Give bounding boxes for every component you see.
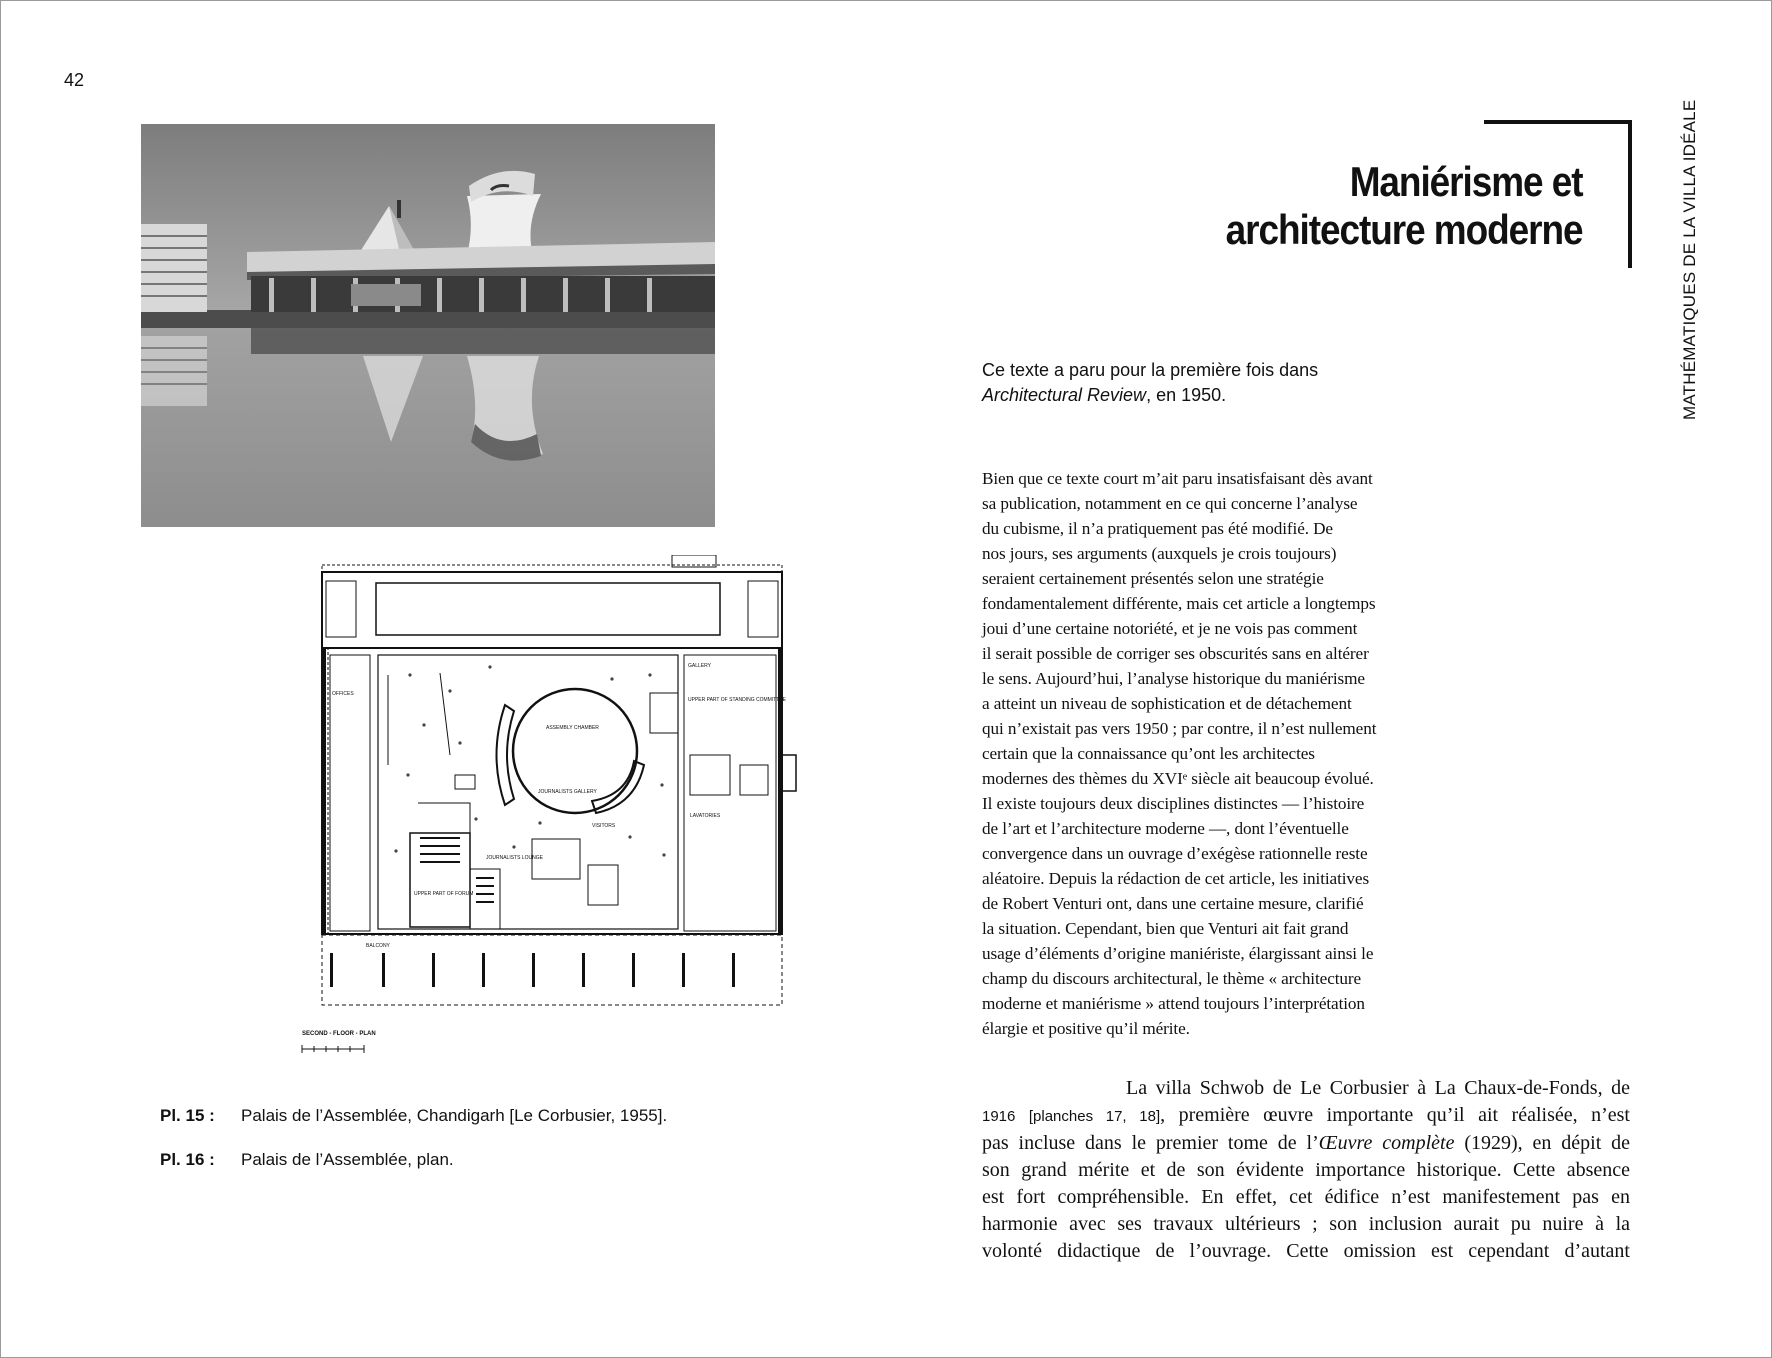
- body-line: son grand mérite et de son évidente importance historique. Cette absence: [982, 1159, 1630, 1181]
- intro-line: fondamentalement différente, mais cet article a longtemps: [982, 594, 1376, 613]
- oeuvre-title: Œuvre complète: [1318, 1132, 1455, 1154]
- plan-label-journalists-gallery: JOURNALISTS GALLERY: [538, 789, 597, 795]
- intro-line: il serait possible de corriger ses obscurités sans en altérer: [982, 644, 1369, 663]
- intro-line: champ du discours architectural, le thème « architecture: [982, 969, 1362, 988]
- intro-line: certain que la connaissance qu’ont les architectes: [982, 744, 1315, 763]
- body-line: volonté didactique de l’ouvrage. Cette omission est cependant d’autant: [982, 1240, 1630, 1262]
- intro-line: seraient certainement présentés selon une stratégie: [982, 569, 1324, 588]
- intro-line: convergence dans un ouvrage d’exégèse rationnelle reste: [982, 844, 1368, 863]
- intro-line: aléatoire. Depuis la rédaction de cet article, les initiatives: [982, 869, 1370, 888]
- intro-line: du cubisme, il n’a pratiquement pas été modifié. De: [982, 519, 1333, 538]
- caption-text: Palais de l’Assemblée, plan.: [241, 1150, 454, 1169]
- caption-label: Pl. 16 :: [160, 1150, 215, 1169]
- plan-label-lavatories: LAVATORIES: [690, 813, 721, 819]
- plan-label-assembly: ASSEMBLY CHAMBER: [546, 725, 599, 731]
- body-text: [982, 1075, 1630, 1265]
- source-note-rest: , en 1950.: [1146, 385, 1227, 405]
- plan-label-offices: OFFICES: [332, 691, 354, 697]
- intro-line: modernes des thèmes du XVIᵉ siècle ait beaucoup évolué.: [982, 769, 1374, 788]
- source-note-line: Ce texte a paru pour la première fois dans: [982, 360, 1319, 380]
- intro-line: Bien que ce texte court m’ait paru insatisfaisant dès avant: [982, 469, 1373, 488]
- body-line-rest: , première œuvre importante qu’il ait réalisée, n’est: [1160, 1104, 1630, 1126]
- journal-title: Architectural Review: [982, 385, 1147, 405]
- plan-label-balcony: BALCONY: [366, 943, 390, 949]
- plan-label-standing-committee: UPPER PART OF STANDING COMMITTEE: [688, 697, 786, 703]
- intro-line: le sens. Aujourd’hui, l’analyse historique du maniérisme: [982, 669, 1365, 688]
- intro-line: usage d’éléments d’origine maniériste, élargissant ainsi le: [982, 944, 1374, 963]
- assembly-photo: [141, 124, 715, 527]
- plan-label-journalists-lounge: JOURNALISTS LOUNGE: [486, 855, 543, 861]
- intro-line: Il existe toujours deux disciplines distinctes — l’histoire: [982, 794, 1365, 813]
- assembly-floor-plan: [300, 555, 800, 1060]
- body-line-start: pas incluse dans le premier tome de l’: [982, 1132, 1319, 1154]
- source-note: [982, 358, 1318, 408]
- plan-label-visitors: VISITORS: [592, 823, 616, 829]
- intro-line: la situation. Cependant, bien que Venturi ait fait grand: [982, 919, 1349, 938]
- intro-line: joui d’une certaine notoriété, et je ne vois pas comment: [982, 619, 1358, 638]
- intro-line: de Robert Venturi ont, dans une certaine mesure, clarifié: [982, 894, 1364, 913]
- intro-note: [982, 466, 1417, 1041]
- running-head-text: MATHÉMATIQUES DE LA VILLA IDÉALE: [1680, 99, 1699, 420]
- source-note-line: [982, 383, 1318, 408]
- intro-line: a atteint un niveau de sophistication et de détachement: [982, 694, 1352, 713]
- caption-plate-15: [160, 1106, 667, 1126]
- body-line-end: (1929), en dépit de: [1454, 1132, 1630, 1154]
- intro-line: nos jours, ses arguments (auxquels je crois toujours): [982, 544, 1337, 563]
- body-line: La villa Schwob de Le Corbusier à La Chaux-de-Fonds, de: [1126, 1077, 1630, 1099]
- body-line: est fort compréhensible. En effet, cet édifice n’est manifestement pas en: [982, 1186, 1630, 1208]
- year-1916: 1916: [982, 1108, 1016, 1125]
- chapter-title-line: architecture moderne: [1225, 206, 1582, 253]
- running-head: [1680, 90, 1710, 420]
- intro-line: moderne et maniérisme » attend toujours l’interprétation: [982, 994, 1365, 1013]
- plan-label-upper-hall: UPPER PART OF FORUM: [414, 891, 474, 897]
- caption-text: Palais de l’Assemblée, Chandigarh [Le Corbusier, 1955].: [241, 1106, 668, 1125]
- caption-label: Pl. 15 :: [160, 1106, 215, 1125]
- chapter-title: [1225, 158, 1582, 254]
- chapter-title-line: Maniérisme et: [1349, 158, 1582, 205]
- plan-title: SECOND - FLOOR - PLAN: [302, 1031, 376, 1037]
- page-number: 42: [64, 70, 85, 90]
- intro-line: de l’art et l’architecture moderne —, dont l’éventuelle: [982, 819, 1349, 838]
- body-line: harmonie avec ses travaux ultérieurs ; son inclusion aurait pu nuire à la: [982, 1213, 1630, 1235]
- plan-label-gallery: GALLERY: [688, 663, 711, 669]
- body-line: [982, 1102, 1630, 1130]
- intro-line: élargie et positive qu’il mérite.: [982, 1019, 1190, 1038]
- intro-line: sa publication, notamment en ce qui concerne l’analyse: [982, 494, 1358, 513]
- caption-plate-16: [160, 1150, 454, 1170]
- body-line: [982, 1130, 1630, 1157]
- plate-reference: [planches 17, 18]: [1028, 1108, 1161, 1125]
- intro-line: qui n’existait pas vers 1950 ; par contre, il n’est nullement: [982, 719, 1377, 738]
